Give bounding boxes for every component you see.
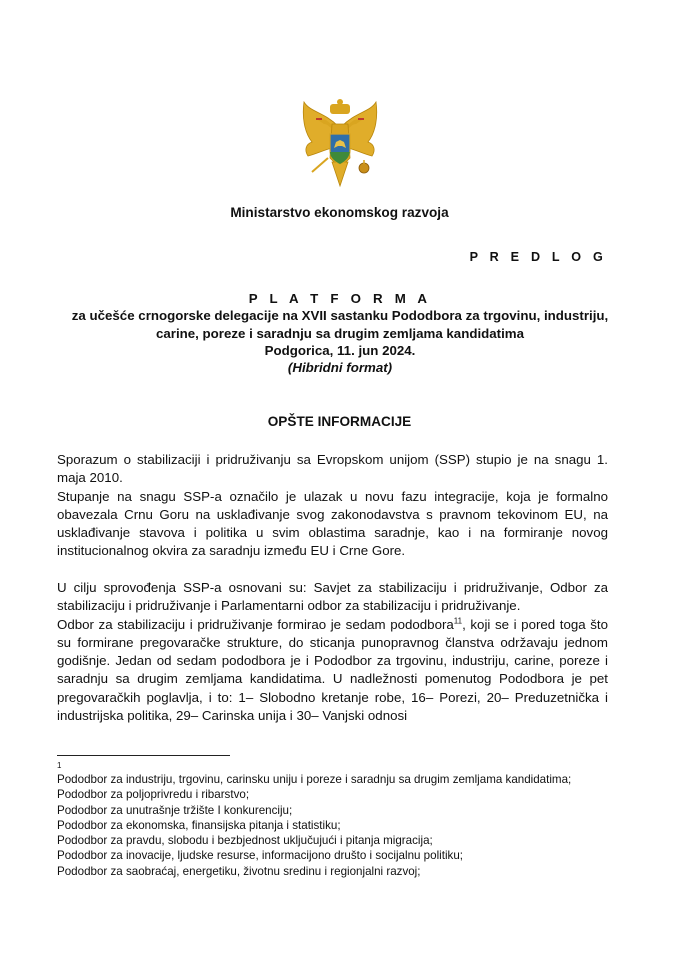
footnote-item: Pododbor za unutrašnje tržište I konkurenciju; (57, 803, 293, 817)
paragraph-text: Odbor za stabilizaciju i pridruživanje formirao je sedam pododbora (57, 616, 454, 632)
footnote-item: Pododbor za inovacije, ljudske resurse, informacijono društo i socijalnu politiku; (57, 849, 463, 863)
paragraph-block-1 (57, 451, 608, 561)
montenegro-coat-of-arms-icon (298, 98, 382, 190)
paragraph-block-2 (57, 579, 608, 725)
paragraph-text: , koji se i pored toga što su formirane pregovaračke strukture, do sticanja punopravnog članstva održavaju jednom godišnje. Jedan od sedam pododbora je i Pododbor za trgovinu, industriju, carine, poreze i saradnju sa drugim zemljama kandidatima. U nadležnosti pomenutog Pododbora je pet pregovaračkih poglavlja, i to: 1– Slobodno kretanje robe, 16– Porezi, 20– Preduzetnička i industrijska politika, 29– Carinska unija i 30– Vanjski odnosi (57, 616, 609, 724)
footnote-item: Pododbor za pravdu, slobodu i bezbjednost uključujući i pitanja migracija; (57, 834, 433, 848)
ministry-name: Ministarstvo ekonomskog razvoja (230, 205, 449, 220)
footnote-item: Pododbor za poljoprivredu i ribarstvo; (57, 788, 250, 802)
paragraph: Sporazum o stabilizaciji i pridruživanju sa Evropskom unijom (SSP) stupio je na snagu 1. maja 2010. (57, 452, 608, 486)
footnote-item: Pododbor za saobraćaj, energetiku, životnu sredinu i regionjalni razvoj; (57, 864, 421, 878)
footnote-item: Pododbor za ekonomska, finansijska pitanja i statistiku; (57, 818, 341, 832)
footnote-list (57, 772, 571, 879)
paragraph: U cilju sprovođenja SSP-a osnovani su: Savjet za stabilizaciju i pridruživanje, Odbor za stabilizaciju i pridruživanje i Parlamentarni odbor za stabilizaciju i pridruživanje. (57, 580, 608, 614)
title-line-1: za učešće crnogorske delegacije na XVII sastanku Pododbora za trgovinu, industriju, (71, 308, 609, 324)
meeting-format: (Hibridni format) (287, 360, 393, 376)
footnote-item: Pododbor za industriju, trgovinu, carinsku uniju i poreze i saradnju sa drugim zemljama kandidatima; (57, 773, 572, 786)
footnote-separator (57, 755, 230, 756)
paragraph: Stupanje na snagu SSP-a označilo je ulazak u novu fazu integracije, koja je formalno obavezala Crnu Goru na usklađivanje svog zakonodavstva s pravnom tekovinom EU, na usklađivanje stavova i politika u svim oblastima saradnje, kao i na formiranje novog institucionalnog okvira za saradnju između EU i Crne Gore. (57, 488, 608, 559)
title-line-2: carine, poreze i saradnju sa drugim zemljama kandidatima (155, 325, 524, 341)
place-date: Podgorica, 11. jun 2024. (264, 342, 416, 358)
document-label: P R E D L O G (469, 250, 607, 264)
title-heading: P L A T F O R M A (248, 291, 432, 306)
footnote-marker: 1 (57, 761, 62, 770)
section-heading: OPŠTE INFORMACIJE (267, 414, 412, 429)
document-title (40, 290, 640, 376)
footnote-reference-link[interactable]: 11 (453, 616, 463, 626)
paragraph (57, 616, 608, 726)
